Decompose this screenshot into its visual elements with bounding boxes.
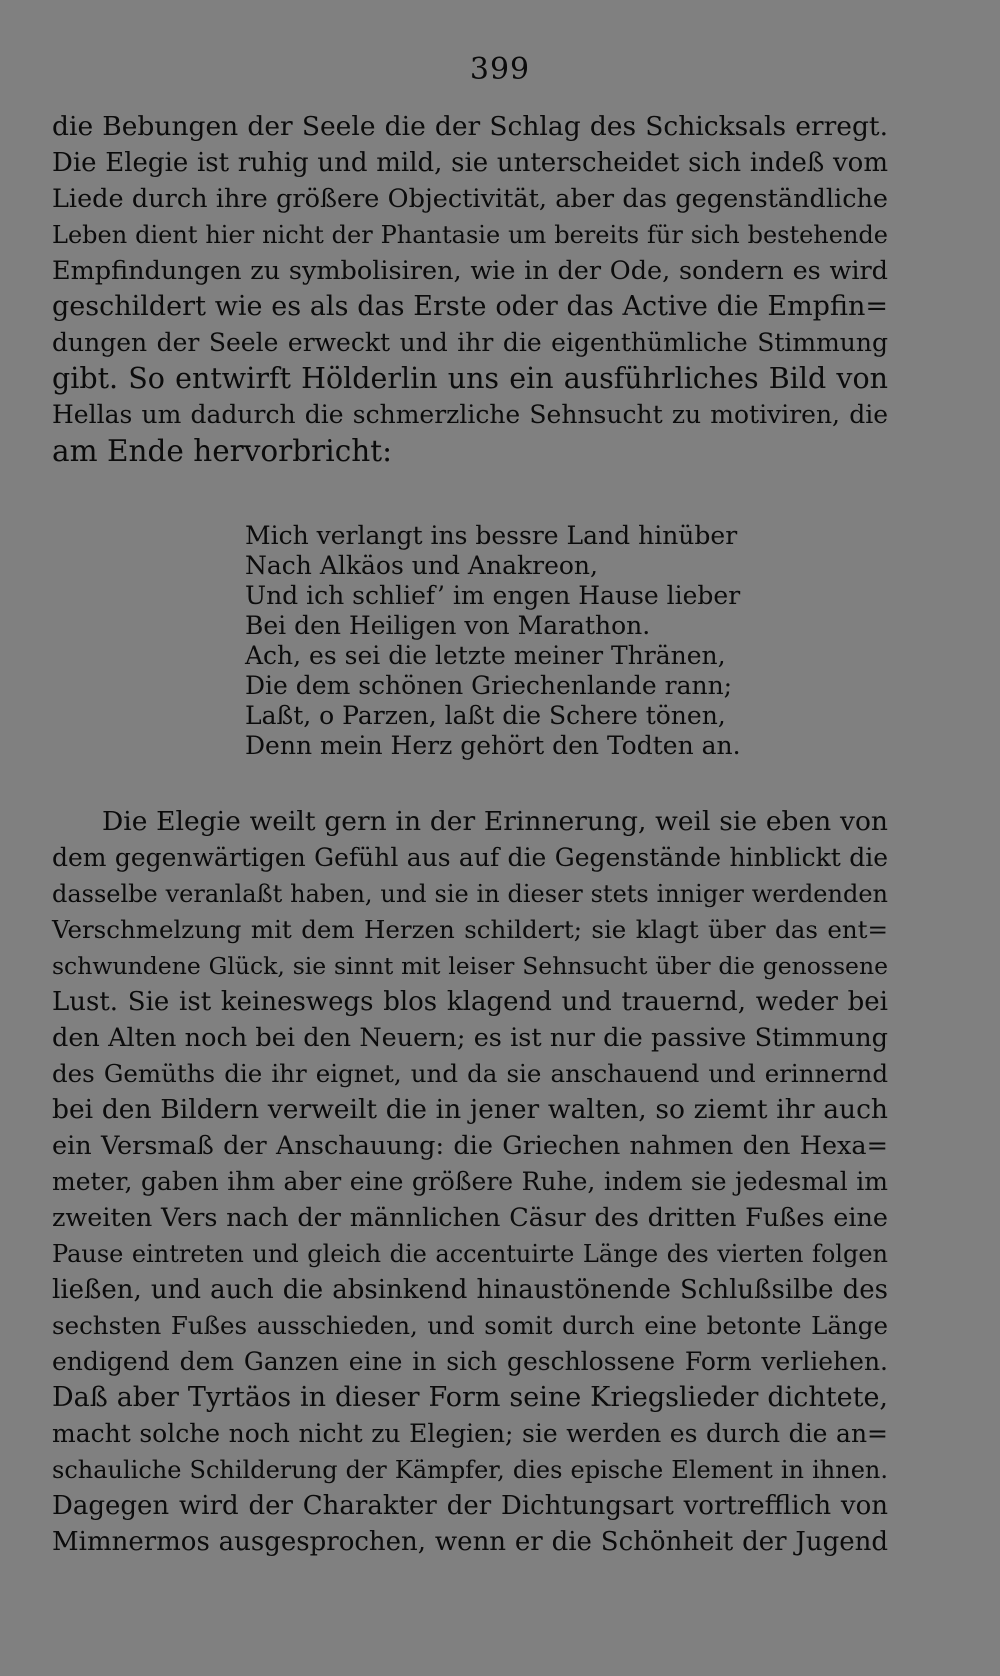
text-line: Liede durch ihre größere Objectivität, aber das gegenständliche <box>52 184 888 214</box>
verse-line: Laßt, o Parzen, laßt die Schere tönen, <box>245 701 726 730</box>
text-line: am Ende hervorbricht: <box>52 434 393 468</box>
text-line: Pause eintreten und gleich die accentuirte Länge des vierten folgen <box>52 1240 888 1268</box>
text-line: ließen, und auch die absinkend hinaustönende Schlußsilbe des <box>52 1275 888 1305</box>
text-line: Daß aber Tyrtäos in dieser Form seine Kriegslieder dichtete, <box>52 1382 888 1413</box>
verse-line: Denn mein Herz gehört den Todten an. <box>245 731 741 760</box>
text-line: Hellas um dadurch die schmerzliche Sehnsucht zu motiviren, die <box>52 400 888 429</box>
text-line: schwundene Glück, sie sinnt mit leiser Sehnsucht über die genossene <box>52 952 888 980</box>
text-line: schauliche Schilderung der Kämpfer, dies epische Element in ihnen. <box>52 1456 888 1484</box>
text-line: Mimnermos ausgesprochen, wenn er die Schönheit der Jugend <box>52 1527 888 1557</box>
verse-line: Nach Alkäos und Anakreon, <box>245 551 598 580</box>
text-line: dungen der Seele erweckt und ihr die eigenthümliche Stimmung <box>52 328 888 357</box>
page-number: 399 <box>469 52 531 87</box>
text-line: endigend dem Ganzen eine in sich geschlossene Form verliehen. <box>52 1347 888 1376</box>
text-line: den Alten noch bei den Neuern; es ist nur die passive Stimmung <box>52 1023 888 1053</box>
text-line: Lust. Sie ist keineswegs blos klagend und trauernd, weder bei <box>52 987 888 1017</box>
text-line: zweiten Vers nach der männlichen Cäsur des dritten Fußes eine <box>52 1203 888 1233</box>
verse-line: Bei den Heiligen von Marathon. <box>245 611 651 640</box>
text-line: Die Elegie ist ruhig und mild, sie unterscheidet sich indeß vom <box>52 148 888 178</box>
text-line: dasselbe veranlaßt haben, und sie in dieser stets inniger werdenden <box>52 880 888 908</box>
text-line: bei den Bildern verweilt die in jener walten, so ziemt ihr auch <box>52 1094 888 1125</box>
text-line: geschildert wie es als das Erste oder das Active die Empfin= <box>52 291 888 322</box>
text-line: des Gemüths die ihr eignet, und da sie anschauend und erinnernd <box>52 1059 888 1088</box>
text-line: Leben dient hier nicht der Phantasie um bereits für sich bestehende <box>52 221 888 249</box>
text-line: Verschmelzung mit dem Herzen schildert; sie klagt über das ent= <box>52 915 888 944</box>
text-line: ein Versmaß der Anschauung: die Griechen nahmen den Hexa= <box>52 1131 888 1161</box>
verse-line: Und ich schlief’ im engen Hause lieber <box>245 581 741 610</box>
text-line: sechsten Fußes ausschieden, und somit durch eine betonte Länge <box>52 1311 888 1340</box>
verse-line: Mich verlangt ins bessre Land hinüber <box>245 521 738 550</box>
text-line: Empfindungen zu symbolisiren, wie in der Ode, sondern es wird <box>52 256 888 286</box>
verse-line: Ach, es sei die letzte meiner Thränen, <box>245 641 726 670</box>
text-line: gibt. So entwirft Hölderlin uns ein ausführliches Bild von <box>52 362 888 395</box>
verse-line: Die dem schönen Griechenlande rann; <box>245 671 733 700</box>
text-line: Die Elegie weilt gern in der Erinnerung, weil sie eben von <box>102 806 888 837</box>
text-line: Dagegen wird der Charakter der Dichtungsart vortrefflich von <box>52 1491 888 1521</box>
text-line: macht solche noch nicht zu Elegien; sie werden es durch die an= <box>52 1419 888 1448</box>
text-line: dem gegenwärtigen Gefühl aus auf die Gegenstände hinblickt die <box>52 843 888 872</box>
text-line: meter, gaben ihm aber eine größere Ruhe, indem sie jedesmal im <box>52 1167 888 1196</box>
text-line: die Bebungen der Seele die der Schlag des Schicksals erregt. <box>52 111 888 142</box>
